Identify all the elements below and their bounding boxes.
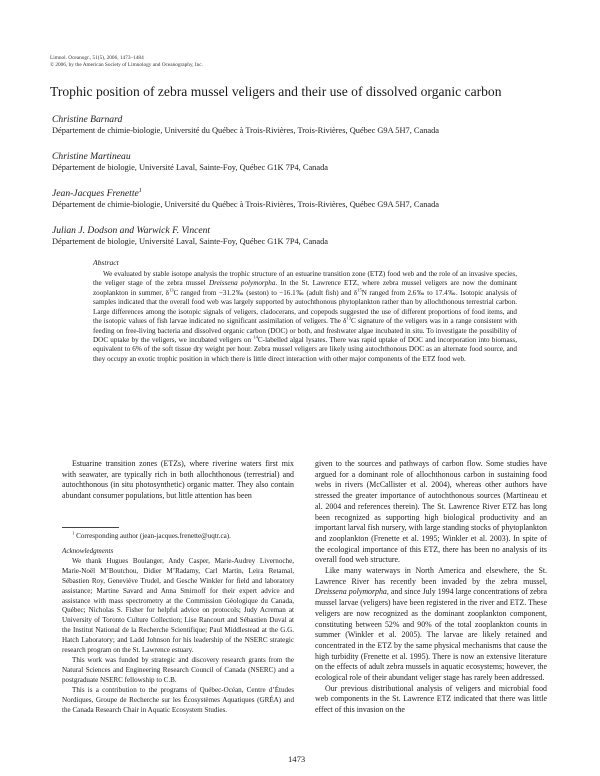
body-paragraph: Estuarine transition zones (ETZs), where riverine waters first mix with seawater, are typically rich in both allochthonous (terrestrial) and autochthonous (in situ photosynthetic) organic matter. They also contain abundant consumer populations, but little attention has been (62, 459, 294, 501)
abstract-span: C-labelled algal lysates. There was rapid uptake of DOC and incorporation into biomass, equivalent to 6% of the soft tissue dry weight per hour. Zebra mussel veligers are likely using autochthonous DOC as an alternate food source, and they occupy an exotic trophic position in which there is little direct interaction with other major components of the ETZ food web. (93, 335, 517, 363)
acknowledgments-paragraph: This work was funded by strategic and discovery research grants from the Natural Sciences and Engineering Research Council of Canada (NSERC) and a postgraduate NSERC fellowship to C.B. (62, 655, 294, 684)
abstract-span: N ranged from 2.6‰ to 17.4‰. Isotopic analysis of samples indicated that the overall food web was largely supported by autochthonous phytoplankton rather than by allochthonous terrestrial carbon. Large differences among the isotopic signals of veligers, cladocerans, and copepods suggested the use of different proportions of food items, and the isotopic values of fish larvae indicated no significant assimilation of veligers. The δ (93, 288, 517, 326)
page-number: 1473 (288, 754, 306, 764)
author-affiliation: Département de biologie, Université Laval, Sainte-Foy, Québec G1K 7P4, Canada (52, 163, 328, 172)
footnote-mark: 1 (72, 530, 75, 536)
isotope-superscript: 15 (357, 288, 362, 294)
article-title: Trophic position of zebra mussel veligers and their use of dissolved organic carbon (50, 84, 502, 99)
journal-citation: Limnol. Oceanogr., 51(5), 2006, 1473–1484 (50, 55, 144, 61)
acknowledgments-heading: Acknowledgments (62, 547, 114, 555)
abstract-text (93, 270, 517, 364)
body-span: Like many waterways in North America and elsewhere, the St. Lawrence River has recently been invaded by the zebra mussel, (315, 566, 547, 586)
body-column-left (62, 459, 294, 502)
body-paragraph (315, 566, 547, 684)
body-paragraph: given to the sources and pathways of carbon flow. Some studies have argued for a dominant role of allochthonous carbon in sustaining food webs in rivers (McCallister et al. 2004), whereas other authors have stressed the greater importance of autochthonous sources (Martineau et al. 2004 and references therein). The St. Lawrence River ETZ has long been recognized as supporting high biological productivity and an important larval fish nursery, with large standing stocks of phytoplankton and zooplankton (Frenette et al. 1995; Winkler et al. 2003). In spite of the ecological importance of this ETZ, there has been no analysis of its overall food web structure. (315, 459, 547, 565)
author-name: Christine Barnard (52, 114, 123, 125)
author-name: Christine Martineau (52, 151, 131, 162)
species-name: Dreissena polymorpha (208, 279, 276, 288)
journal-copyright: © 2006, by the American Society of Limnology and Oceanography, Inc. (50, 62, 203, 68)
acknowledgments (62, 547, 294, 715)
footnote-divider (62, 527, 119, 528)
isotope-superscript: 14 (253, 335, 258, 341)
abstract-span: C signature of the veligers was in a range consistent with feeding on free-living bacteria and dissolved organic carbon (DOC) or both, and freshwater algae incubated in situ. To investigate the possibility of DOC uptake by the veligers, we incubated veligers on (93, 317, 517, 344)
abstract-heading: Abstract (93, 258, 119, 267)
footnote-corresponding (62, 532, 294, 542)
corresponding-author-text: Corresponding author (jean-jacques.frenette@uqtr.ca). (76, 532, 231, 540)
abstract-span: We evaluated by stable isotope analysis the trophic structure of an estuarine transition zone (ETZ) food web and the role of an invasive species, the veliger stage of the zebra mussel (93, 270, 517, 288)
body-span: , and since July 1994 large concentrations of zebra mussel larvae (veligers) have been registered in the river and ETZ. These veligers are now recognized as the dominant zooplankton component, constituting between 52% and 90% of the total zooplankton counts in summer (Winkler et al. 2005). The larvae are likely retained and concentrated in the ETZ by the same physical mechanisms that cause the high turbidity (Frenette et al. 1995). There is now an extensive literature on the effects of adult zebra mussels in aquatic ecosystems; however, the ecological role of their abundant veliger stage has rarely been addressed. (315, 587, 547, 683)
isotope-superscript: 13 (346, 316, 352, 322)
isotope-superscript: 13 (168, 288, 174, 294)
acknowledgments-paragraph: This is a contribution to the programs of Québec-Océan, Centre d’Études Nordiques, Groupe de Recherche sur les Écosystèmes Aquatiques (GRÉA) and the Canada Research Chair in Aquatic Ecosystem Studies. (62, 685, 294, 714)
author-name (52, 188, 142, 199)
species-name: Dreissena polymorpha (315, 587, 387, 597)
footnote-mark: 1 (138, 186, 142, 194)
body-paragraph: Our previous distributional analysis of veligers and microbial food web components in the St. Lawrence ETZ indicated that there was little effect of this invasion on the (315, 683, 547, 715)
author-name: Julian J. Dodson and Warwick F. Vincent (52, 225, 211, 236)
abstract-span: . In the St. Lawrence ETZ, where zebra mussel veligers are now the dominant zooplankton in summer, δ (93, 279, 517, 297)
author-affiliation: Département de chimie-biologie, Université du Québec à Trois-Rivières, Trois-Rivières, Québec G9A 5H7, Canada (52, 200, 440, 209)
acknowledgments-paragraph: We thank Hugues Boulanger, Andy Casper, Marie-Audrey Livernoche, Marie-Noël M’Boutchou, Didier M’Radamy, Carl Martin, Leira Retamal, Sébastien Roy, Geneviève Trudel, and Gesche Winkler for field and laboratory assistance; Martine Savard and Anna Smirnoff for their expert advice and assistance with mass spectrometry at the Commission Géologique du Canada, Québec; Nicholas S. Fisher for helpful advice on protocols; Judy Acreman at University of Toronto Culture Collection; Lise Rancourt and Sébastien Duval at the Institut National de la Recherche Scientifique; Paul Middlestead at the G.G. Hatch Laboratory; and Ladd Johnson for his leadership of the NSERC strategic research program on the St. Lawrence estuary. (62, 556, 294, 655)
abstract-span: C ranged from −31.2‰ (seston) to −16.1‰ (adult fish) and δ (173, 288, 358, 297)
author-name-text: Jean-Jacques Frenette (52, 188, 139, 199)
body-column-right (315, 459, 547, 716)
journal-header (50, 55, 203, 69)
author-affiliation: Département de biologie, Université Laval, Sainte-Foy, Québec G1K 7P4, Canada (52, 237, 328, 246)
author-affiliation: Département de chimie-biologie, Université du Québec à Trois-Rivières, Trois-Rivières, Québec G9A 5H7, Canada (52, 126, 440, 135)
